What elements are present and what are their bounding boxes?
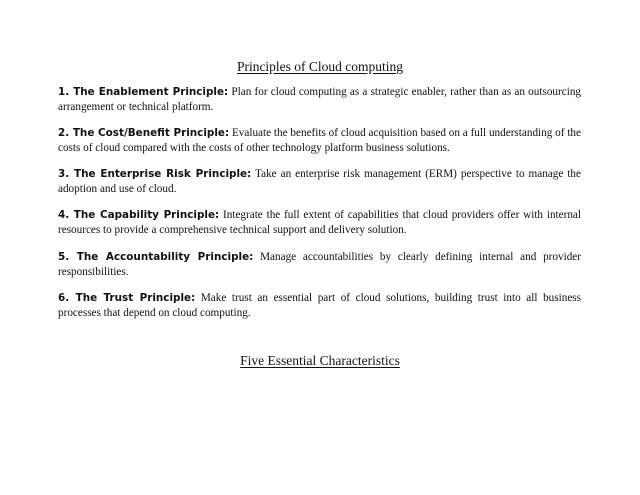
- principle-enterprise-risk: [58, 167, 581, 197]
- principle-label: 6. The Trust Principle:: [58, 292, 196, 304]
- principle-label: 1. The Enablement Principle:: [58, 86, 229, 98]
- principle-label: 3. The Enterprise Risk Principle:: [58, 168, 252, 180]
- principle-trust: [58, 291, 581, 321]
- principle-label: 2. The Cost/Benefit Principle:: [58, 127, 230, 139]
- principle-cost-benefit: [58, 126, 581, 156]
- section-heading: Five Essential Characteristics: [240, 353, 400, 368]
- principle-label: 5. The Accountability Principle:: [58, 251, 254, 263]
- principle-capability: [58, 208, 581, 238]
- principle-text: Plan for cloud computing as a strategic enabler, rather than as an outsourcing arrangement or technical platform.: [58, 86, 582, 113]
- principle-enablement: [58, 85, 581, 115]
- principle-text: Integrate the full extent of capabilities that cloud providers offer with internal resources to provide a comprehensive technical support and delivery solution.: [58, 209, 582, 236]
- principle-text: Evaluate the benefits of cloud acquisition based on a full understanding of the costs of cloud compared with the costs of other technology platform business solutions.: [58, 127, 581, 154]
- principle-text: Take an enterprise risk management (ERM) perspective to manage the adoption and use of cloud.: [58, 168, 581, 195]
- principle-text: Make trust an essential part of cloud solutions, building trust into all business processes that depend on cloud computing.: [58, 292, 581, 319]
- principle-label: 4. The Capability Principle:: [58, 209, 220, 221]
- principle-text: Manage accountabilities by clearly defining internal and provider responsibilities.: [58, 251, 581, 278]
- principle-accountability: [58, 250, 581, 280]
- page-title: Principles of Cloud computing: [236, 59, 404, 74]
